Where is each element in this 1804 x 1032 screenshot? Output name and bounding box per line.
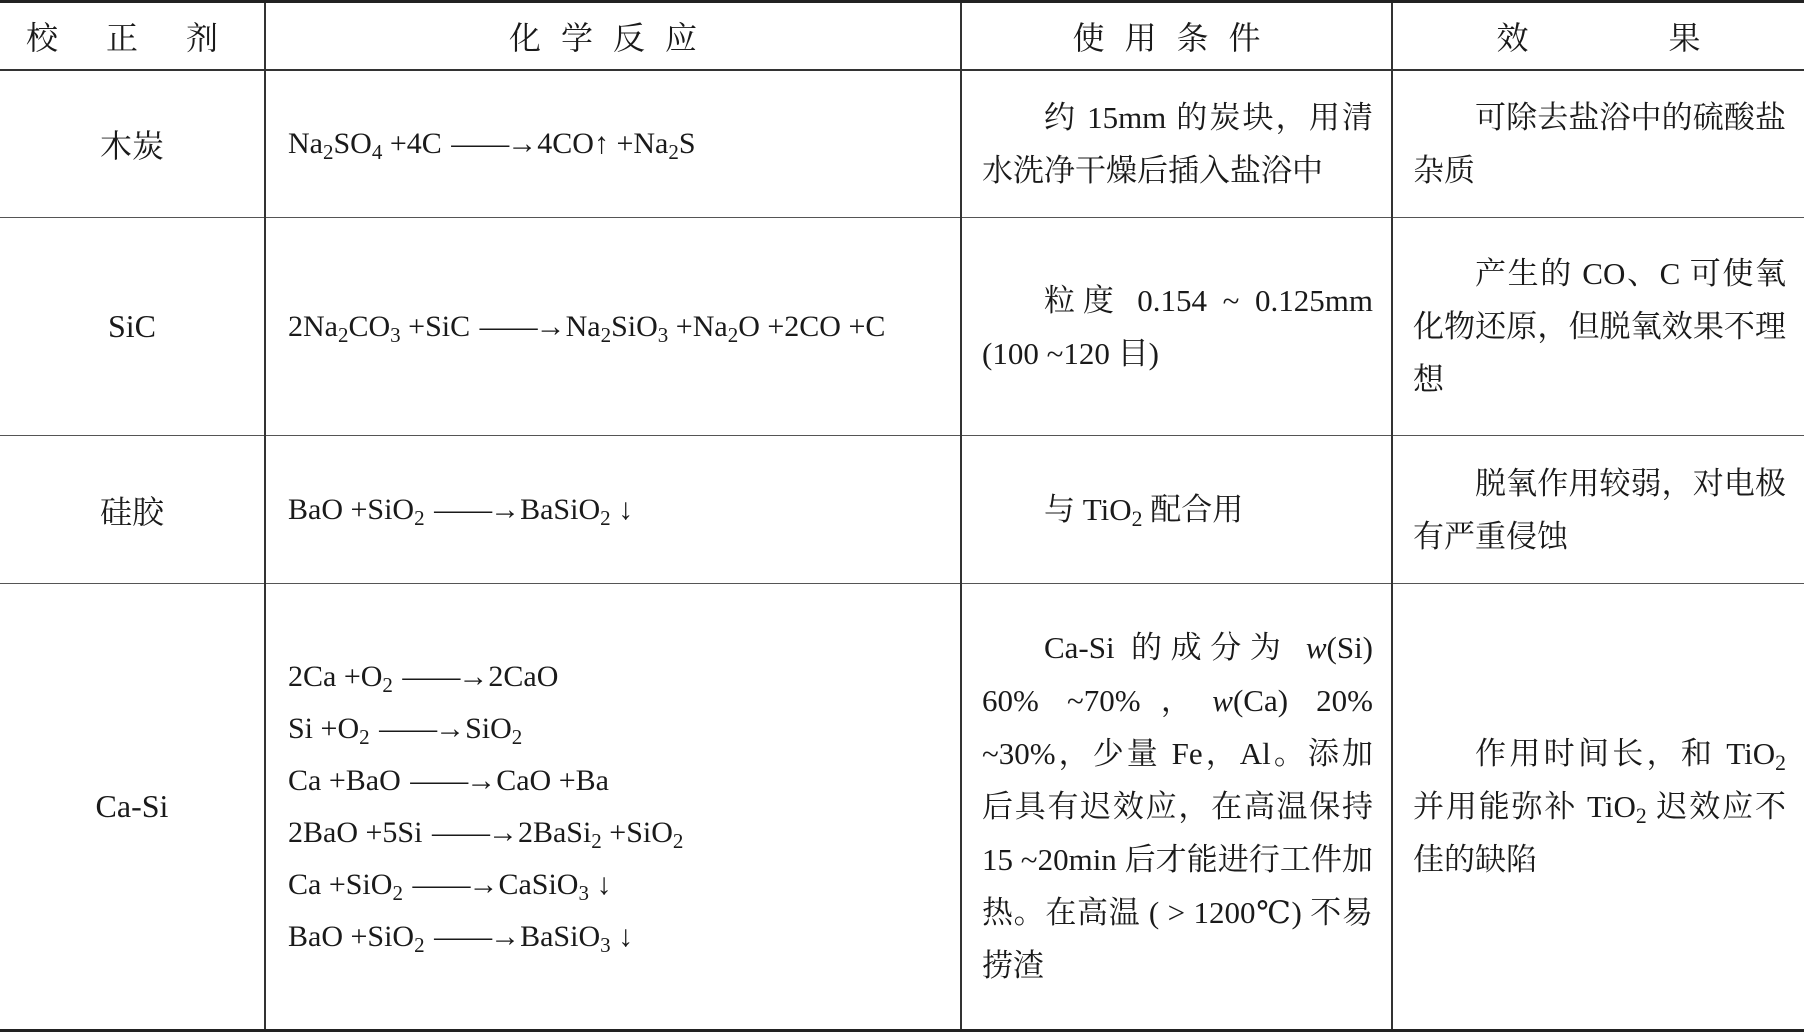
table-header-row (0, 2, 1804, 70)
reaction-equation: $Si +O_2$ ——→SiO$_2$ (288, 711, 523, 749)
table-row (0, 218, 1804, 436)
agent-cell: Ca-Si (0, 584, 265, 1031)
reaction-equation: $2Ca +O_2$ ——→2CaO (288, 659, 559, 697)
agent-cell: 木炭 (0, 70, 265, 218)
header-agent: 校 正 剂 (0, 2, 265, 70)
condition-cell: Ca-Si 的成分为 w(Si) 60% ~70%，w(Ca) 20% ~30%，少量 Fe，Al。添加后具有迟效应，在高温保持 15 ~20min 后才能进行工件加热。在高温 ( > 1200℃) 不易捞渣 (961, 584, 1392, 1031)
condition-cell: 约 15mm 的炭块，用清水洗净干燥后插入盐浴中 (961, 70, 1392, 218)
header-reaction: 化学反应 (265, 2, 961, 70)
reaction-equation: BaO +SiO$_2$ ——→BaSiO$_2$ ↓ (288, 492, 634, 530)
effect-cell: 产生的 CO、C 可使氧化物还原，但脱氧效果不理想 (1392, 218, 1804, 436)
condition-cell: 与 TiO$_2$ 配合用 (961, 436, 1392, 584)
effect-cell: 脱氧作用较弱，对电极有严重侵蚀 (1392, 436, 1804, 584)
reaction-equation: $Na_2SO_4 +4C$ ——→4CO↑ $+Na_2S$ (288, 126, 696, 164)
table-row (0, 436, 1804, 584)
agent-cell: SiC (0, 218, 265, 436)
reaction-equation: $2Na_2CO_3 +SiC$ $——\to Na_2SiO_3 +Na_2O +2CO +C$ (288, 309, 886, 347)
reaction-equation: Ca +SiO$_2$ ——→CaSiO$_3$ ↓ (288, 867, 612, 905)
effect-cell: 可除去盐浴中的硫酸盐杂质 (1392, 70, 1804, 218)
condition-cell: 粒度 0.154 ~ 0.125mm (100 ~120 目) (961, 218, 1392, 436)
reaction-equation: BaO +SiO$_2$ ——→BaSiO$_3$ ↓ (288, 919, 634, 957)
reaction-equation: 2BaO +5Si ——→2BaSi$_2$ +SiO$_2$ (288, 815, 684, 853)
reaction-cell (265, 584, 961, 1031)
reaction-cell (265, 70, 961, 218)
header-effect: 效 果 (1392, 2, 1804, 70)
table-row (0, 70, 1804, 218)
effect-cell: 作用时间长，和 TiO$_2$ 并用能弥补 TiO$_2$ 迟效应不佳的缺陷 (1392, 584, 1804, 1031)
reaction-equation: Ca +BaO ——→CaO +Ba (288, 763, 609, 797)
header-condition: 使用条件 (961, 2, 1392, 70)
reaction-cell (265, 436, 961, 584)
reaction-cell (265, 218, 961, 436)
agent-cell: 硅胶 (0, 436, 265, 584)
table-row (0, 584, 1804, 1031)
